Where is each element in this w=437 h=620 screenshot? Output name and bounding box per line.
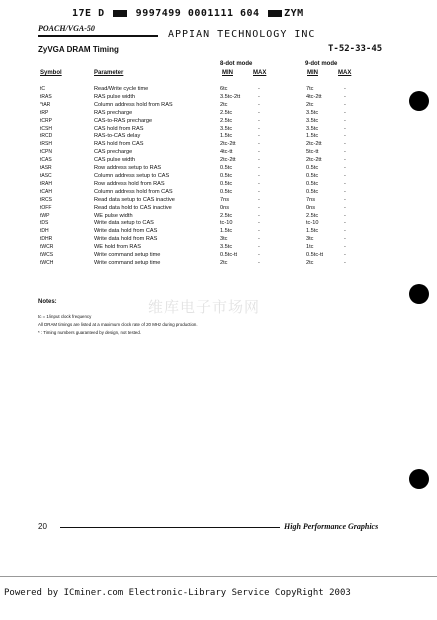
row-max8: - xyxy=(258,117,260,124)
row-min9: 2tc xyxy=(306,259,314,266)
row-max8: - xyxy=(258,252,260,259)
row-min8: 0ns xyxy=(220,204,230,211)
row-max9: - xyxy=(344,93,346,100)
row-max8: - xyxy=(258,188,260,195)
table-row xyxy=(40,244,346,252)
row-parameter: RAS pulse width xyxy=(94,93,136,100)
mode9-heading: 9-dot mode xyxy=(305,61,338,67)
row-symbol: tRSH xyxy=(40,141,52,148)
parameter-column-header: Parameter xyxy=(94,70,124,76)
min9-column-header: MIN xyxy=(307,70,318,76)
row-symbol: tASR xyxy=(40,165,52,172)
row-min9: 2tc-2tt xyxy=(306,141,322,148)
row-min8: 6tc xyxy=(220,86,228,92)
row-parameter: Column address hold from RAS xyxy=(94,101,173,108)
row-symbol: tCRP xyxy=(40,117,52,124)
watermark: 维库电子市场网 xyxy=(148,299,261,316)
row-max9: - xyxy=(344,157,346,164)
row-max9: - xyxy=(344,236,346,243)
row-min8: 3.5tc-2tt xyxy=(220,93,241,100)
row-max8: - xyxy=(258,228,260,235)
table-row xyxy=(40,197,346,205)
table-row xyxy=(40,141,346,149)
row-parameter: RAS precharge xyxy=(94,109,133,116)
row-min8: 1.5tc xyxy=(220,228,233,235)
table-row xyxy=(40,213,346,221)
row-max9: - xyxy=(344,220,346,227)
table-row xyxy=(40,228,346,236)
row-min9: 2.5tc xyxy=(306,212,319,219)
row-max8: - xyxy=(258,259,260,266)
row-symbol: tWP xyxy=(40,212,50,219)
table-row xyxy=(40,94,346,102)
row-parameter: Column address setup to CAS xyxy=(94,172,170,179)
row-min8: 3tc xyxy=(220,236,228,243)
row-min8: tc-10 xyxy=(220,220,233,227)
row-parameter: Row address setup to RAS xyxy=(94,165,162,172)
table-row xyxy=(40,220,346,228)
row-max9: - xyxy=(344,172,346,179)
row-min8: 3.5tc xyxy=(220,125,233,132)
row-parameter: Write data hold from RAS xyxy=(94,236,158,243)
row-parameter: CAS pulse width xyxy=(94,157,136,164)
table-row xyxy=(40,149,346,157)
row-max8: - xyxy=(258,93,260,100)
row-symbol: tASC xyxy=(40,172,52,179)
footer-rule xyxy=(60,527,280,528)
row-min9: 2tc xyxy=(306,101,314,108)
row-symbol: tRP xyxy=(40,109,49,116)
row-min9: 4tc-2tt xyxy=(306,93,322,100)
row-max8: - xyxy=(258,180,260,187)
table-row xyxy=(40,110,346,118)
row-max9: - xyxy=(344,228,346,235)
row-symbol: tRCD xyxy=(40,133,53,140)
row-min8: 7ns xyxy=(220,196,230,203)
header-code-a: 17E D xyxy=(72,8,105,19)
scan-header-code xyxy=(72,8,304,19)
row-symbol: tC xyxy=(40,86,45,92)
table-row xyxy=(40,173,346,181)
row-parameter: WE hold from RAS xyxy=(94,244,141,251)
row-min9: 0.5tc-tt xyxy=(306,252,324,259)
row-max8: - xyxy=(258,212,260,219)
row-max9: - xyxy=(344,204,346,211)
table-row xyxy=(40,252,346,260)
row-min8: 2tc-2tt xyxy=(220,157,236,164)
table-row xyxy=(40,189,346,197)
row-min9: 0ns xyxy=(306,204,316,211)
table-row xyxy=(40,157,346,165)
row-min9: 3.5tc xyxy=(306,125,319,132)
row-min8: 0.5tc xyxy=(220,172,233,179)
table-row xyxy=(40,236,346,244)
row-min9: 1.5tc xyxy=(306,228,319,235)
row-parameter: RAS-to-CAS delay xyxy=(94,133,141,140)
row-parameter: Read data hold to CAS inactive xyxy=(94,204,172,211)
row-max8: - xyxy=(258,125,260,132)
row-max9: - xyxy=(344,165,346,172)
row-min9: 0.5tc xyxy=(306,172,319,179)
timing-table xyxy=(40,86,346,268)
punch-hole xyxy=(409,469,429,489)
row-min8: 2tc xyxy=(220,101,228,108)
row-symbol: tDS xyxy=(40,220,49,227)
header-code-c: ZYM xyxy=(284,8,304,19)
page-number: 20 xyxy=(38,522,47,531)
reference-code: T-52-33-45 xyxy=(328,44,383,54)
row-max9: - xyxy=(344,259,346,266)
table-row xyxy=(40,133,346,141)
row-symbol: tOFF xyxy=(40,204,52,211)
row-min9: 1.5tc xyxy=(306,133,319,140)
timing-table-body xyxy=(40,86,346,268)
row-parameter: Column address hold from CAS xyxy=(94,188,173,195)
row-max9: - xyxy=(344,212,346,219)
note-line: All DRAM timings are listed at a maximum clock rate of 20 MHz during production. xyxy=(38,322,198,327)
row-min9: 0.5tc xyxy=(306,180,319,187)
row-max8: - xyxy=(258,149,260,156)
page-title: ZyVGA DRAM Timing xyxy=(38,45,119,54)
row-max8: - xyxy=(258,236,260,243)
row-max9: - xyxy=(344,188,346,195)
row-min8: 0.5tc-tt xyxy=(220,252,238,259)
header-rule xyxy=(38,35,158,37)
row-symbol: tCAH xyxy=(40,188,52,195)
row-max9: - xyxy=(344,196,346,203)
row-max9: - xyxy=(344,180,346,187)
row-parameter: WE pulse width xyxy=(94,212,133,219)
row-symbol: tWCS xyxy=(40,252,54,259)
row-min8: 2tc-2tt xyxy=(220,141,236,148)
brand-tagline: High Performance Graphics xyxy=(284,522,379,531)
row-symbol: tRAS xyxy=(40,93,52,100)
row-parameter: Row address hold from RAS xyxy=(94,180,165,187)
row-max8: - xyxy=(258,133,260,140)
row-symbol: tWCH xyxy=(40,259,54,266)
row-parameter: CAS-to-RAS precharge xyxy=(94,117,153,124)
table-row xyxy=(40,165,346,173)
row-max9: - xyxy=(344,101,346,108)
row-min9: 3.5tc xyxy=(306,109,319,116)
row-min8: 2.5tc xyxy=(220,117,233,124)
row-max9: - xyxy=(344,86,346,92)
row-symbol: tCSH xyxy=(40,125,52,132)
row-min8: 4tc-tt xyxy=(220,149,233,156)
redaction-block xyxy=(113,10,127,17)
min8-column-header: MIN xyxy=(222,70,233,76)
row-min9: 1tc xyxy=(306,244,314,251)
row-symbol: tDHR xyxy=(40,236,53,243)
row-parameter: Write data hold from CAS xyxy=(94,228,158,235)
note-line: * : Timing numbers guaranteed by design, not tested. xyxy=(38,330,141,335)
footer-bar xyxy=(0,576,437,620)
row-min8: 2.5tc xyxy=(220,109,233,116)
row-min9: 3tc xyxy=(306,236,314,243)
document-id: POACH/VGA-50 xyxy=(38,24,95,33)
row-max8: - xyxy=(258,141,260,148)
row-max8: - xyxy=(258,204,260,211)
row-parameter: CAS hold from RAS xyxy=(94,125,144,132)
row-max9: - xyxy=(344,252,346,259)
row-symbol: *tAR xyxy=(40,101,51,108)
header-code-b: 9997499 0001111 604 xyxy=(135,8,260,19)
row-min8: 0.5tc xyxy=(220,180,233,187)
row-parameter: Read/Write cycle time xyxy=(94,86,149,92)
row-symbol: tCAS xyxy=(40,157,52,164)
row-parameter: Write command setup time xyxy=(94,252,161,259)
row-symbol: tCPN xyxy=(40,149,52,156)
row-parameter: RAS hold from CAS xyxy=(94,141,144,148)
row-max8: - xyxy=(258,157,260,164)
table-row xyxy=(40,260,346,268)
row-symbol: tRCS xyxy=(40,196,52,203)
row-min9: 5tc-tt xyxy=(306,149,319,156)
redaction-block xyxy=(268,10,282,17)
row-min9: 0.5tc xyxy=(306,188,319,195)
row-min9: 3.5tc xyxy=(306,117,319,124)
row-max9: - xyxy=(344,125,346,132)
row-parameter: Write data setup to CAS xyxy=(94,220,154,227)
row-min8: 3.5tc xyxy=(220,244,233,251)
row-parameter: Read data setup to CAS inactive xyxy=(94,196,175,203)
row-max8: - xyxy=(258,172,260,179)
row-max9: - xyxy=(344,133,346,140)
row-symbol: tRAH xyxy=(40,180,52,187)
row-max8: - xyxy=(258,165,260,172)
row-max8: - xyxy=(258,109,260,116)
row-max8: - xyxy=(258,101,260,108)
punch-hole xyxy=(409,91,429,111)
note-line: tc = 1/input clock frequency xyxy=(38,314,92,319)
table-row xyxy=(40,118,346,126)
row-max9: - xyxy=(344,117,346,124)
row-max9: - xyxy=(344,109,346,116)
row-min8: 1.5tc xyxy=(220,133,233,140)
company-name: APPIAN TECHNOLOGY INC xyxy=(168,29,316,40)
row-min9: 0.5tc xyxy=(306,165,319,172)
table-row xyxy=(40,126,346,134)
table-row xyxy=(40,86,346,94)
symbol-column-header: Symbol xyxy=(40,70,62,76)
mode8-heading: 8-dot mode xyxy=(220,61,253,67)
row-symbol: tWCR xyxy=(40,244,54,251)
row-max9: - xyxy=(344,141,346,148)
punch-hole xyxy=(409,284,429,304)
row-max9: - xyxy=(344,244,346,251)
table-row xyxy=(40,181,346,189)
table-row xyxy=(40,205,346,213)
row-max8: - xyxy=(258,244,260,251)
max8-column-header: MAX xyxy=(253,70,267,76)
row-min8: 0.5tc xyxy=(220,165,233,172)
row-max8: - xyxy=(258,86,260,92)
copyright-footer: Powered by ICminer.com Electronic-Library Service CopyRight 2003 xyxy=(4,588,351,598)
row-min8: 2tc xyxy=(220,259,228,266)
table-row xyxy=(40,102,346,110)
row-max8: - xyxy=(258,220,260,227)
row-min9: tc-10 xyxy=(306,220,319,227)
row-min8: 2.5tc xyxy=(220,212,233,219)
max9-column-header: MAX xyxy=(338,70,352,76)
row-symbol: tDH xyxy=(40,228,49,235)
row-parameter: Write command setup time xyxy=(94,259,161,266)
notes-label: Notes: xyxy=(38,299,57,305)
row-min9: 2tc-2tt xyxy=(306,157,322,164)
row-max9: - xyxy=(344,149,346,156)
row-min9: 7tc xyxy=(306,86,314,92)
row-parameter: CAS precharge xyxy=(94,149,133,156)
row-min9: 7ns xyxy=(306,196,316,203)
row-min8: 0.5tc xyxy=(220,188,233,195)
row-max8: - xyxy=(258,196,260,203)
